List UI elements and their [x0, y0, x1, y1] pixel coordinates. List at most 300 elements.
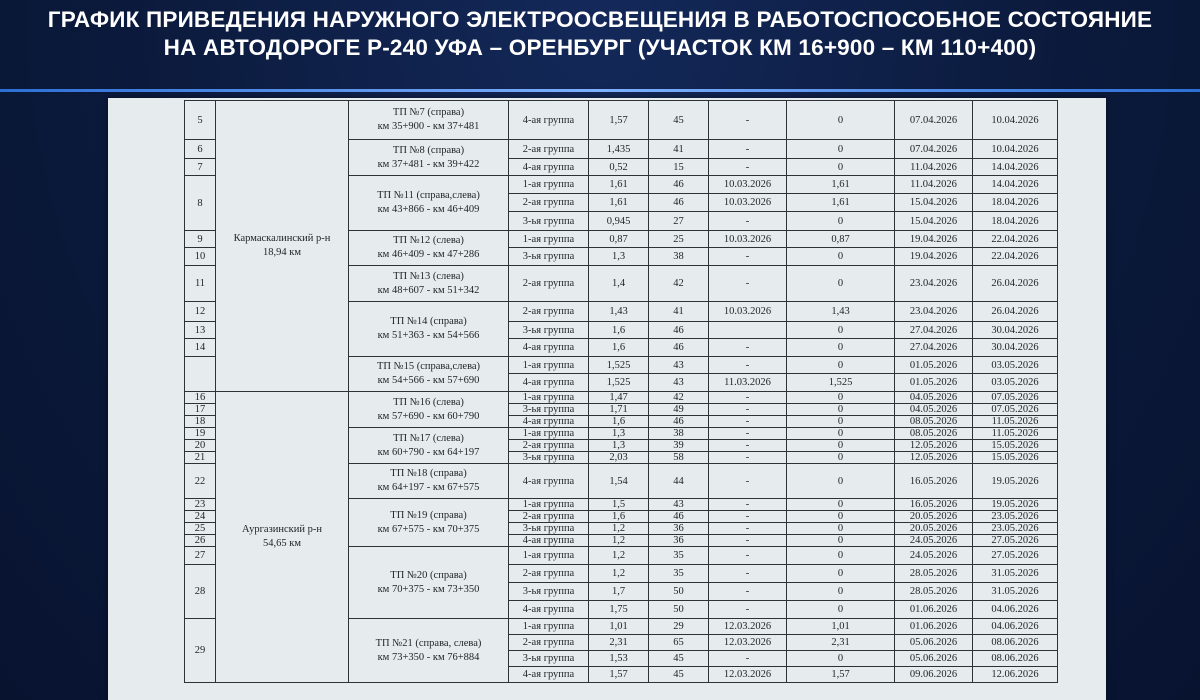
- done-km-cell: 0: [787, 248, 895, 266]
- group-cell: 1-ая группа: [509, 176, 589, 194]
- done-date-cell: -: [709, 464, 787, 499]
- done-date-cell: 12.03.2026: [709, 635, 787, 651]
- length-cell: 1,4: [589, 266, 649, 302]
- substation-range: км 37+481 - км 39+422: [377, 158, 480, 170]
- substation-name: ТП №7 (справа): [392, 107, 465, 118]
- substation-range: км 46+409 - км 47+286: [377, 249, 480, 260]
- group-cell: 2-ая группа: [509, 565, 589, 583]
- end-date-cell: 30.04.2026: [973, 339, 1058, 357]
- row-number-cell: 12: [185, 302, 216, 322]
- length-cell: 1,7: [589, 583, 649, 601]
- length-cell: 1,6: [589, 322, 649, 339]
- length-cell: 1,435: [589, 140, 649, 159]
- end-date-cell: 14.04.2026: [973, 159, 1058, 176]
- substation-cell: [349, 140, 509, 176]
- lamp-count-cell: 58: [649, 452, 709, 464]
- length-cell: 1,5: [589, 499, 649, 511]
- substation-name: ТП №17 (слева): [393, 432, 464, 444]
- length-cell: 1,53: [589, 651, 649, 667]
- start-date-cell: 01.06.2026: [895, 619, 973, 635]
- substation-range: км 54+566 - км 57+690: [377, 375, 480, 386]
- done-date-cell: -: [709, 339, 787, 357]
- lamp-count-cell: 25: [649, 231, 709, 248]
- end-date-cell: 11.05.2026: [973, 428, 1058, 440]
- done-km-cell: 1,01: [787, 619, 895, 635]
- row-number-cell: 26: [185, 535, 216, 547]
- length-cell: 1,47: [589, 392, 649, 404]
- row-number-cell: 10: [185, 248, 216, 266]
- substation-name: ТП №13 (слева): [393, 270, 464, 282]
- lamp-count-cell: 46: [649, 194, 709, 212]
- start-date-cell: 28.05.2026: [895, 565, 973, 583]
- lamp-count-cell: 46: [649, 322, 709, 339]
- lamp-count-cell: 27: [649, 212, 709, 231]
- done-date-cell: 11.03.2026: [709, 374, 787, 392]
- length-cell: 1,3: [589, 440, 649, 452]
- group-cell: 4-ая группа: [509, 416, 589, 428]
- done-date-cell: 10.03.2026: [709, 194, 787, 212]
- district-cell: [216, 392, 349, 683]
- done-km-cell: 0: [787, 601, 895, 619]
- table-row: [185, 392, 1058, 404]
- end-date-cell: 18.04.2026: [973, 212, 1058, 231]
- done-date-cell: -: [709, 565, 787, 583]
- end-date-cell: 07.05.2026: [973, 404, 1058, 416]
- substation-cell: [349, 392, 509, 428]
- end-date-cell: 27.05.2026: [973, 547, 1058, 565]
- lamp-count-cell: 39: [649, 440, 709, 452]
- row-number-cell: 23: [185, 499, 216, 511]
- row-number-cell: 25: [185, 523, 216, 535]
- done-km-cell: 0: [787, 212, 895, 231]
- substation-name: ТП №16 (слева): [393, 396, 464, 408]
- length-cell: 1,01: [589, 619, 649, 635]
- group-cell: 4-ая группа: [509, 374, 589, 392]
- end-date-cell: 04.06.2026: [973, 601, 1058, 619]
- length-cell: 2,03: [589, 452, 649, 464]
- group-cell: 4-ая группа: [509, 159, 589, 176]
- done-km-cell: 0: [787, 357, 895, 374]
- substation-cell: [349, 619, 509, 683]
- group-cell: 1-ая группа: [509, 619, 589, 635]
- lamp-count-cell: 41: [649, 302, 709, 322]
- start-date-cell: 05.06.2026: [895, 651, 973, 667]
- start-date-cell: 07.04.2026: [895, 140, 973, 159]
- start-date-cell: 19.04.2026: [895, 231, 973, 248]
- end-date-cell: 14.04.2026: [973, 176, 1058, 194]
- substation-cell: [349, 499, 509, 547]
- length-cell: 1,525: [589, 374, 649, 392]
- lamp-count-cell: 41: [649, 140, 709, 159]
- done-date-cell: -: [709, 601, 787, 619]
- done-date-cell: -: [709, 416, 787, 428]
- end-date-cell: 22.04.2026: [973, 231, 1058, 248]
- district-name: Аургазинский р-н: [242, 524, 322, 535]
- end-date-cell: 10.04.2026: [973, 101, 1058, 140]
- length-cell: 1,6: [589, 511, 649, 523]
- group-cell: 3-ья группа: [509, 322, 589, 339]
- header-divider: [0, 89, 1200, 92]
- done-date-cell: -: [709, 651, 787, 667]
- done-km-cell: 0: [787, 339, 895, 357]
- row-number-cell: 9: [185, 231, 216, 248]
- done-km-cell: 0: [787, 404, 895, 416]
- substation-range: км 60+790 - км 64+197: [377, 446, 480, 458]
- group-cell: 1-ая группа: [509, 231, 589, 248]
- substation-range: км 43+866 - км 46+409: [377, 204, 480, 215]
- length-cell: 1,2: [589, 535, 649, 547]
- group-cell: 3-ья группа: [509, 651, 589, 667]
- group-cell: 3-ья группа: [509, 404, 589, 416]
- group-cell: 2-ая группа: [509, 194, 589, 212]
- lamp-count-cell: 36: [649, 523, 709, 535]
- row-number-cell: 11: [185, 266, 216, 302]
- row-number-cell: 6: [185, 140, 216, 159]
- start-date-cell: 07.04.2026: [895, 101, 973, 140]
- done-date-cell: -: [709, 266, 787, 302]
- end-date-cell: 04.06.2026: [973, 619, 1058, 635]
- substation-range: км 35+900 - км 37+481: [377, 121, 480, 132]
- substation-name: ТП №19 (справа): [390, 509, 467, 521]
- substation-cell: [349, 428, 509, 464]
- slide-title-line-2: НА АВТОДОРОГЕ Р-240 УФА – ОРЕНБУРГ (УЧАСТОК КМ 16+900 – КМ 110+400): [163, 35, 1037, 60]
- lamp-count-cell: 29: [649, 619, 709, 635]
- lamp-count-cell: 38: [649, 428, 709, 440]
- substation-cell: [349, 464, 509, 499]
- substation-cell: [349, 266, 509, 302]
- substation-cell: [349, 547, 509, 619]
- row-number-cell: 28: [185, 565, 216, 619]
- done-date-cell: -: [709, 101, 787, 140]
- slide-header: [0, 0, 1200, 92]
- done-date-cell: -: [709, 140, 787, 159]
- lamp-count-cell: 43: [649, 499, 709, 511]
- start-date-cell: 28.05.2026: [895, 583, 973, 601]
- end-date-cell: 19.05.2026: [973, 464, 1058, 499]
- done-km-cell: 0: [787, 452, 895, 464]
- group-cell: 3-ья группа: [509, 212, 589, 231]
- length-cell: 1,2: [589, 565, 649, 583]
- length-cell: 0,945: [589, 212, 649, 231]
- length-cell: 1,57: [589, 667, 649, 683]
- done-date-cell: -: [709, 583, 787, 601]
- end-date-cell: 03.05.2026: [973, 357, 1058, 374]
- substation-cell: [349, 357, 509, 392]
- done-date-cell: 10.03.2026: [709, 176, 787, 194]
- substation-cell: [349, 101, 509, 140]
- length-cell: 0,52: [589, 159, 649, 176]
- group-cell: 4-ая группа: [509, 339, 589, 357]
- group-cell: 2-ая группа: [509, 302, 589, 322]
- done-km-cell: 0: [787, 547, 895, 565]
- group-cell: 3-ья группа: [509, 248, 589, 266]
- group-cell: 2-ая группа: [509, 140, 589, 159]
- done-date-cell: 10.03.2026: [709, 302, 787, 322]
- length-cell: 1,75: [589, 601, 649, 619]
- row-number-cell: 21: [185, 452, 216, 464]
- substation-range: км 67+575 - км 70+375: [377, 523, 480, 535]
- start-date-cell: 08.05.2026: [895, 416, 973, 428]
- length-cell: 1,61: [589, 194, 649, 212]
- end-date-cell: 23.05.2026: [973, 523, 1058, 535]
- start-date-cell: 15.04.2026: [895, 212, 973, 231]
- length-cell: 1,43: [589, 302, 649, 322]
- end-date-cell: 27.05.2026: [973, 535, 1058, 547]
- end-date-cell: 07.05.2026: [973, 392, 1058, 404]
- row-number-cell: 5: [185, 101, 216, 140]
- start-date-cell: 11.04.2026: [895, 176, 973, 194]
- done-km-cell: 0: [787, 440, 895, 452]
- length-cell: 1,71: [589, 404, 649, 416]
- start-date-cell: 04.05.2026: [895, 404, 973, 416]
- done-km-cell: 1,525: [787, 374, 895, 392]
- group-cell: 1-ая группа: [509, 428, 589, 440]
- start-date-cell: 11.04.2026: [895, 159, 973, 176]
- group-cell: 4-ая группа: [509, 101, 589, 140]
- length-cell: 1,61: [589, 176, 649, 194]
- district-length: 18,94 км: [263, 247, 301, 258]
- district-name: Кармаскалинский р-н: [233, 233, 331, 244]
- row-number-cell: 24: [185, 511, 216, 523]
- end-date-cell: 23.05.2026: [973, 511, 1058, 523]
- district-length: 54,65 км: [263, 538, 301, 549]
- lamp-count-cell: 42: [649, 266, 709, 302]
- length-cell: 1,6: [589, 416, 649, 428]
- lamp-count-cell: 44: [649, 464, 709, 499]
- done-km-cell: 1,43: [787, 302, 895, 322]
- end-date-cell: 19.05.2026: [973, 499, 1058, 511]
- row-number-cell: [185, 357, 216, 392]
- end-date-cell: 15.05.2026: [973, 452, 1058, 464]
- group-cell: 4-ая группа: [509, 601, 589, 619]
- row-number-cell: 22: [185, 464, 216, 499]
- done-km-cell: 0: [787, 651, 895, 667]
- start-date-cell: 04.05.2026: [895, 392, 973, 404]
- substation-name: ТП №20 (справа): [390, 569, 467, 581]
- group-cell: 3-ья группа: [509, 452, 589, 464]
- done-km-cell: 0: [787, 583, 895, 601]
- start-date-cell: 24.05.2026: [895, 547, 973, 565]
- group-cell: 4-ая группа: [509, 535, 589, 547]
- substation-range: км 64+197 - км 67+575: [377, 482, 480, 493]
- row-number-cell: 20: [185, 440, 216, 452]
- lamp-count-cell: 46: [649, 339, 709, 357]
- substation-name: ТП №21 (справа, слева): [375, 637, 482, 649]
- row-number-cell: 17: [185, 404, 216, 416]
- start-date-cell: 23.04.2026: [895, 302, 973, 322]
- length-cell: 1,2: [589, 523, 649, 535]
- done-date-cell: -: [709, 452, 787, 464]
- length-cell: 1,525: [589, 357, 649, 374]
- start-date-cell: 01.06.2026: [895, 601, 973, 619]
- done-km-cell: 0: [787, 322, 895, 339]
- done-date-cell: -: [709, 499, 787, 511]
- done-date-cell: -: [709, 404, 787, 416]
- end-date-cell: 12.06.2026: [973, 667, 1058, 683]
- substation-range: км 73+350 - км 76+884: [377, 651, 480, 663]
- start-date-cell: 16.05.2026: [895, 464, 973, 499]
- done-km-cell: 0: [787, 266, 895, 302]
- group-cell: 2-ая группа: [509, 635, 589, 651]
- lamp-count-cell: 46: [649, 416, 709, 428]
- substation-cell: [349, 176, 509, 231]
- start-date-cell: 23.04.2026: [895, 266, 973, 302]
- start-date-cell: 12.05.2026: [895, 452, 973, 464]
- start-date-cell: 15.04.2026: [895, 194, 973, 212]
- start-date-cell: 19.04.2026: [895, 248, 973, 266]
- done-km-cell: 0: [787, 535, 895, 547]
- done-km-cell: 0: [787, 159, 895, 176]
- lamp-count-cell: 45: [649, 101, 709, 140]
- done-km-cell: 1,57: [787, 667, 895, 683]
- length-cell: 1,54: [589, 464, 649, 499]
- group-cell: 2-ая группа: [509, 266, 589, 302]
- done-km-cell: 0: [787, 428, 895, 440]
- length-cell: 1,3: [589, 428, 649, 440]
- end-date-cell: 31.05.2026: [973, 565, 1058, 583]
- done-km-cell: 0: [787, 464, 895, 499]
- start-date-cell: 08.05.2026: [895, 428, 973, 440]
- group-cell: 4-ая группа: [509, 464, 589, 499]
- length-cell: 1,3: [589, 248, 649, 266]
- length-cell: 1,2: [589, 547, 649, 565]
- lamp-count-cell: 15: [649, 159, 709, 176]
- start-date-cell: 05.06.2026: [895, 635, 973, 651]
- lamp-count-cell: 46: [649, 176, 709, 194]
- lamp-count-cell: 36: [649, 535, 709, 547]
- slide-title-line-1: ГРАФИК ПРИВЕДЕНИЯ НАРУЖНОГО ЭЛЕКТРООСВЕЩЕНИЯ В РАБОТОСПОСОБНОЕ СОСТОЯНИЕ: [47, 7, 1153, 32]
- start-date-cell: 20.05.2026: [895, 511, 973, 523]
- length-cell: 1,57: [589, 101, 649, 140]
- lamp-count-cell: 43: [649, 357, 709, 374]
- substation-cell: [349, 302, 509, 357]
- start-date-cell: 16.05.2026: [895, 499, 973, 511]
- done-date-cell: -: [709, 159, 787, 176]
- group-cell: 2-ая группа: [509, 511, 589, 523]
- row-number-cell: 16: [185, 392, 216, 404]
- done-date-cell: -: [709, 248, 787, 266]
- done-date-cell: 12.03.2026: [709, 619, 787, 635]
- lamp-count-cell: 45: [649, 667, 709, 683]
- substation-range: км 51+363 - км 54+566: [377, 330, 480, 341]
- done-date-cell: -: [709, 440, 787, 452]
- done-date-cell: 10.03.2026: [709, 231, 787, 248]
- group-cell: 3-ья группа: [509, 583, 589, 601]
- done-km-cell: 0: [787, 416, 895, 428]
- group-cell: 1-ая группа: [509, 392, 589, 404]
- end-date-cell: 15.05.2026: [973, 440, 1058, 452]
- schedule-table-body: [185, 101, 1058, 683]
- lamp-count-cell: 38: [649, 248, 709, 266]
- group-cell: 4-ая группа: [509, 667, 589, 683]
- start-date-cell: 27.04.2026: [895, 322, 973, 339]
- lamp-count-cell: 43: [649, 374, 709, 392]
- row-number-cell: 8: [185, 176, 216, 231]
- group-cell: 3-ья группа: [509, 523, 589, 535]
- done-km-cell: 0: [787, 499, 895, 511]
- done-km-cell: 0: [787, 565, 895, 583]
- done-km-cell: 0,87: [787, 231, 895, 248]
- lamp-count-cell: 35: [649, 547, 709, 565]
- row-number-cell: 7: [185, 159, 216, 176]
- lamp-count-cell: 65: [649, 635, 709, 651]
- lamp-count-cell: 50: [649, 583, 709, 601]
- substation-name: ТП №14 (справа): [390, 316, 467, 327]
- substation-range: км 70+375 - км 73+350: [377, 583, 480, 595]
- end-date-cell: 18.04.2026: [973, 194, 1058, 212]
- done-date-cell: [709, 322, 787, 339]
- lamp-count-cell: 42: [649, 392, 709, 404]
- row-number-cell: 29: [185, 619, 216, 683]
- end-date-cell: 08.06.2026: [973, 651, 1058, 667]
- lamp-count-cell: 50: [649, 601, 709, 619]
- row-number-cell: 13: [185, 322, 216, 339]
- done-km-cell: 0: [787, 392, 895, 404]
- substation-name: ТП №15 (справа,слева): [376, 361, 481, 372]
- group-cell: 1-ая группа: [509, 547, 589, 565]
- start-date-cell: 01.05.2026: [895, 374, 973, 392]
- substation-name: ТП №11 (справа,слева): [377, 190, 480, 201]
- done-date-cell: -: [709, 523, 787, 535]
- group-cell: 1-ая группа: [509, 357, 589, 374]
- substation-range: км 48+607 - км 51+342: [377, 284, 480, 296]
- end-date-cell: 11.05.2026: [973, 416, 1058, 428]
- group-cell: 2-ая группа: [509, 440, 589, 452]
- end-date-cell: 03.05.2026: [973, 374, 1058, 392]
- document-sheet: [108, 98, 1106, 700]
- length-cell: 1,6: [589, 339, 649, 357]
- done-date-cell: -: [709, 547, 787, 565]
- end-date-cell: 08.06.2026: [973, 635, 1058, 651]
- end-date-cell: 26.04.2026: [973, 302, 1058, 322]
- lamp-count-cell: 35: [649, 565, 709, 583]
- row-number-cell: 19: [185, 428, 216, 440]
- substation-range: км 57+690 - км 60+790: [377, 410, 480, 422]
- schedule-table: [184, 100, 1058, 683]
- end-date-cell: 26.04.2026: [973, 266, 1058, 302]
- done-km-cell: 0: [787, 140, 895, 159]
- start-date-cell: 09.06.2026: [895, 667, 973, 683]
- start-date-cell: 12.05.2026: [895, 440, 973, 452]
- table-row: [185, 101, 1058, 140]
- done-date-cell: -: [709, 535, 787, 547]
- done-km-cell: 0: [787, 523, 895, 535]
- end-date-cell: 10.04.2026: [973, 140, 1058, 159]
- substation-name: ТП №12 (слева): [393, 235, 464, 246]
- row-number-cell: 18: [185, 416, 216, 428]
- row-number-cell: 14: [185, 339, 216, 357]
- group-cell: 1-ая группа: [509, 499, 589, 511]
- done-date-cell: -: [709, 392, 787, 404]
- done-km-cell: 1,61: [787, 176, 895, 194]
- substation-name: ТП №8 (справа): [392, 144, 465, 156]
- done-km-cell: 2,31: [787, 635, 895, 651]
- done-date-cell: 12.03.2026: [709, 667, 787, 683]
- length-cell: 0,87: [589, 231, 649, 248]
- start-date-cell: 27.04.2026: [895, 339, 973, 357]
- done-km-cell: 1,61: [787, 194, 895, 212]
- start-date-cell: 20.05.2026: [895, 523, 973, 535]
- lamp-count-cell: 46: [649, 511, 709, 523]
- done-date-cell: -: [709, 212, 787, 231]
- substation-name: ТП №18 (справа): [390, 468, 467, 479]
- length-cell: 2,31: [589, 635, 649, 651]
- done-km-cell: 0: [787, 511, 895, 523]
- done-date-cell: -: [709, 511, 787, 523]
- end-date-cell: 22.04.2026: [973, 248, 1058, 266]
- end-date-cell: 30.04.2026: [973, 322, 1058, 339]
- done-km-cell: 0: [787, 101, 895, 140]
